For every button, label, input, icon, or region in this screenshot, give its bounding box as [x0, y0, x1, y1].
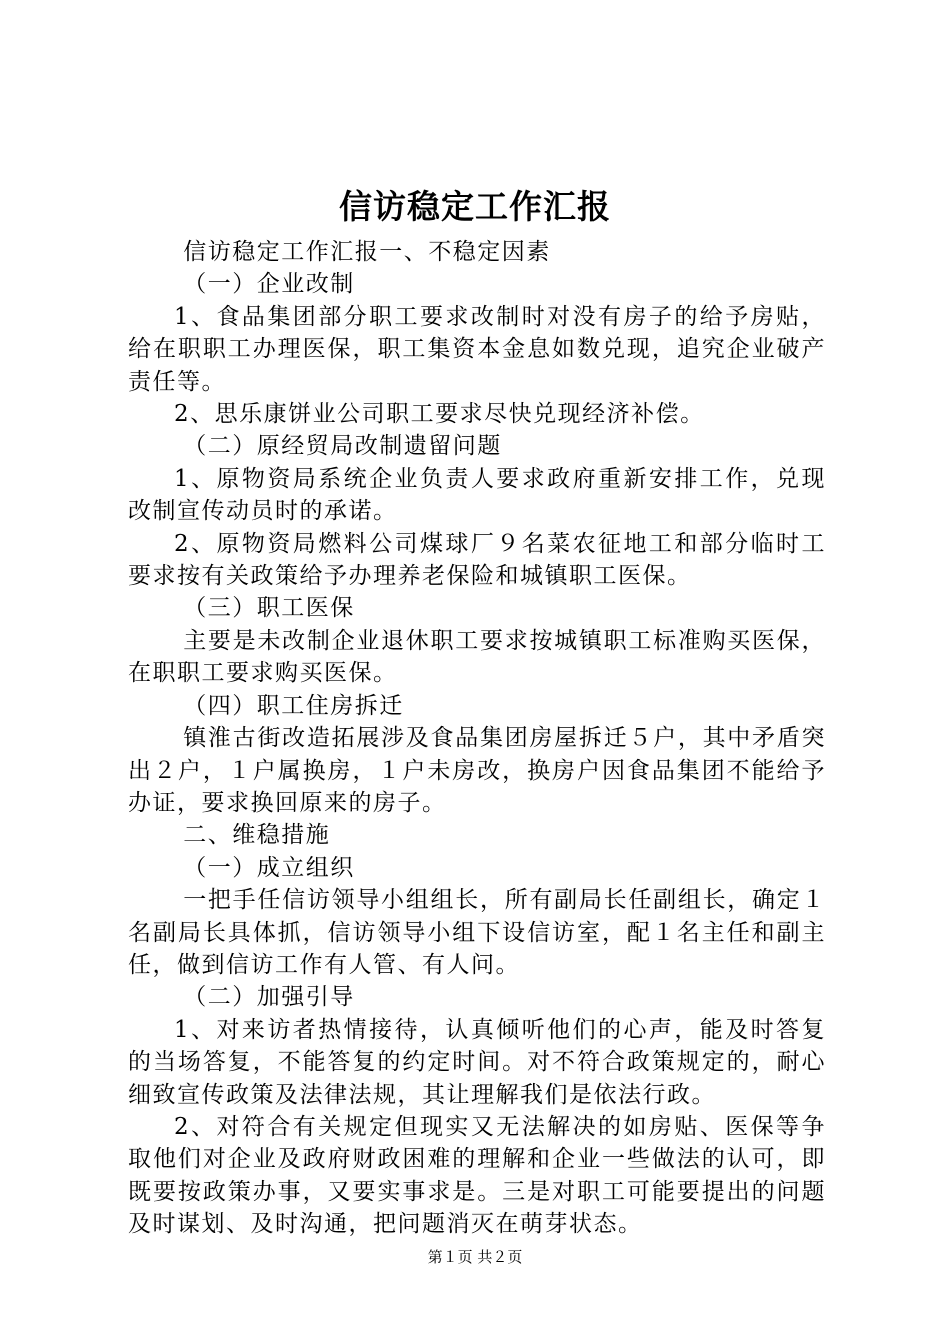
paragraph-materials-bureau: 1、原物资局系统企业负责人要求政府重新安排工作，兑现改制宣传动员时的承诺。	[128, 465, 826, 525]
subheading-legacy-issues: （二）原经贸局改制遗留问题	[183, 433, 502, 460]
document-body	[128, 236, 826, 1241]
paragraph-zhenhuai-street: 镇淮古街改造拓展涉及食品集团房屋拆迁５户，其中矛盾突出２户，１户属换房，１户未房改，换房户因食品集团不能给予办证，要求换回原来的房子。	[128, 725, 826, 816]
subheading-housing-demolition: （四）职工住房拆迁	[183, 692, 404, 719]
subheading-organization: （一）成立组织	[183, 854, 355, 881]
subheading-medical-insurance: （三）职工医保	[183, 595, 355, 622]
paragraph-reception: 1、对来访者热情接待，认真倾听他们的心声，能及时答复的当场答复，不能答复的约定时间。对不符合政策规定的，耐心细致宣传政策及法律法规，其让理解我们是依法行政。	[128, 1016, 826, 1108]
page-number-footer: 第１页 共２页	[427, 1248, 523, 1266]
document-title: 信访稳定工作汇报	[339, 187, 611, 226]
paragraph-retired-workers: 主要是未改制企业退休职工要求按城镇职工标准购买医保，在职职工要求购买医保。	[128, 627, 826, 687]
paragraph-food-group: 1、食品集团部分职工要求改制时对没有房子的给予房贴，给在职职工办理医保，职工集资本金息如数兑现，追究企业破产责任等。	[128, 303, 826, 395]
subheading-enterprise-reform: （一）企业改制	[183, 271, 355, 298]
paragraph-policy: 2、对符合有关规定但现实又无法解决的如房贴、医保等争取他们对企业及政府财政困难的理解和企业一些做法的认可，即既要按政策办事，又要实事求是。三是对职工可能要提出的问题及时谋划、及时沟通，把问题消灭在萌芽状态。	[128, 1113, 826, 1238]
paragraph-fuel-company: 2、原物资局燃料公司煤球厂９名菜农征地工和部分临时工要求按有关政策给予办理养老保险和城镇职工医保。	[128, 530, 826, 590]
paragraph-intro: 信访稳定工作汇报一、不稳定因素	[183, 239, 551, 265]
subheading-guidance: （二）加强引导	[183, 984, 355, 1011]
heading-stability-measures: 二、维稳措施	[183, 822, 331, 849]
paragraph-leadership-group: 一把手任信访领导小组组长，所有副局长任副组长，确定１名副局长具体抓，信访领导小组下设信访室，配１名主任和副主任，做到信访工作有人管、有人问。	[128, 887, 826, 978]
paragraph-silekang: 2、思乐康饼业公司职工要求尽快兑现经济补偿。	[174, 401, 705, 428]
